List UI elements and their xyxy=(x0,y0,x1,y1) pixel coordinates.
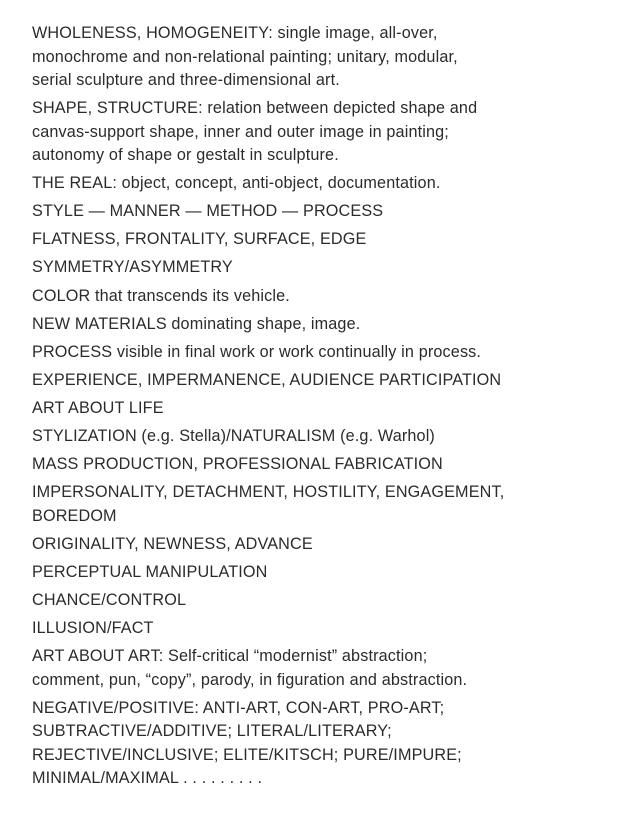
entry-line: ART ABOUT ART: Self-critical “modernist” abstraction; xyxy=(32,647,428,666)
list-item xyxy=(32,200,622,224)
list-item xyxy=(32,697,622,791)
entry-line: serial sculpture and three-dimensional art. xyxy=(32,71,340,89)
list-item xyxy=(32,561,622,585)
entry-line: ORIGINALITY, NEWNESS, ADVANCE xyxy=(32,534,313,553)
list-item xyxy=(32,481,622,528)
list-item xyxy=(32,341,622,365)
list-item xyxy=(32,645,622,692)
entry-line: STYLE — MANNER — METHOD — PROCESS xyxy=(32,202,384,221)
list-item xyxy=(32,533,622,557)
entry-line: THE REAL: object, concept, anti-object, documentation. xyxy=(32,174,441,193)
entry-line: WHOLENESS, HOMOGENEITY: single image, all-over, xyxy=(32,24,438,42)
list-item xyxy=(32,397,622,421)
text-page xyxy=(32,22,622,795)
entry-line: NEW MATERIALS dominating shape, image. xyxy=(32,314,361,333)
list-item xyxy=(32,425,622,449)
entry-line: autonomy of shape or gestalt in sculpture. xyxy=(32,146,339,165)
entry-line: ART ABOUT LIFE xyxy=(32,398,164,417)
list-item xyxy=(32,285,622,309)
entry-line: COLOR that transcends its vehicle. xyxy=(32,286,290,305)
entry-line: PROCESS visible in final work or work continually in process. xyxy=(32,342,482,361)
entry-line: PERCEPTUAL MANIPULATION xyxy=(32,562,268,581)
entry-line: SUBTRACTIVE/ADDITIVE; LITERAL/LITERARY; xyxy=(32,722,392,741)
list-item xyxy=(32,589,622,613)
list-item xyxy=(32,617,622,641)
entry-line: monochrome and non-relational painting; unitary, modular, xyxy=(32,47,458,66)
entry-line: comment, pun, “copy”, parody, in figuration and abstraction. xyxy=(32,670,468,689)
entry-line: CHANCE/CONTROL xyxy=(32,591,187,609)
entry-line: STYLIZATION (e.g. Stella)/NATURALISM (e.g. Warhol) xyxy=(32,427,435,446)
list-item xyxy=(32,228,622,252)
entry-line: canvas-support shape, inner and outer image in painting; xyxy=(32,122,449,141)
entry-line: IMPERSONALITY, DETACHMENT, HOSTILITY, ENGAGEMENT, xyxy=(32,483,505,502)
list-item xyxy=(32,453,622,477)
entry-line: NEGATIVE/POSITIVE: ANTI-ART, CON-ART, PRO-ART; xyxy=(32,698,445,717)
list-item xyxy=(32,369,622,393)
entry-line: SYMMETRY/ASYMMETRY xyxy=(32,258,233,277)
entry-list xyxy=(32,22,622,791)
list-item xyxy=(32,313,622,337)
entry-line: FLATNESS, FRONTALITY, SURFACE, EDGE xyxy=(32,230,367,249)
list-item xyxy=(32,172,622,196)
entry-line: REJECTIVE/INCLUSIVE; ELITE/KITSCH; PURE/IMPURE; xyxy=(32,745,462,764)
entry-line: MASS PRODUCTION, PROFESSIONAL FABRICATION xyxy=(32,455,443,474)
entry-line: BOREDOM xyxy=(32,506,117,525)
list-item xyxy=(32,256,622,280)
entry-line: ILLUSION/FACT xyxy=(32,619,154,638)
entry-line: SHAPE, STRUCTURE: relation between depicted shape and xyxy=(32,99,478,118)
entry-line: MINIMAL/MAXIMAL . . . . . . . . . xyxy=(32,769,263,788)
list-item xyxy=(32,97,622,168)
entry-line: EXPERIENCE, IMPERMANENCE, AUDIENCE PARTICIPATION xyxy=(32,370,502,389)
list-item xyxy=(32,22,622,93)
